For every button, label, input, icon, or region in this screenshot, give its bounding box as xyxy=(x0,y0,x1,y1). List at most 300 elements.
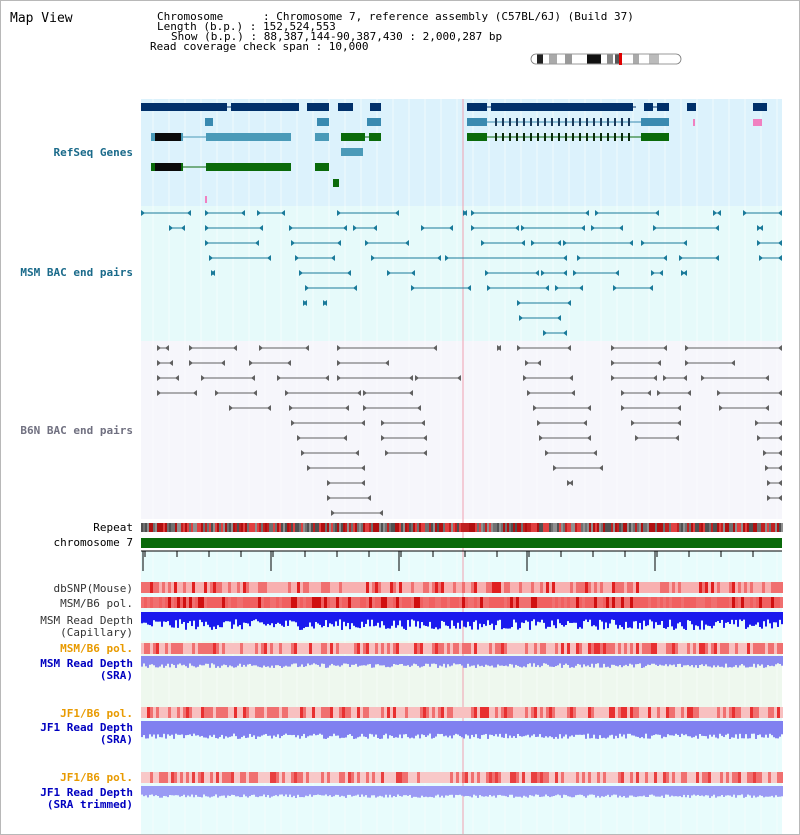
read-depth-bar xyxy=(631,612,633,628)
read-depth-bar xyxy=(319,612,321,625)
read-depth-bar xyxy=(667,612,669,627)
read-depth-bar xyxy=(541,612,543,620)
read-depth-bar xyxy=(455,612,457,629)
polymorphism-segment xyxy=(453,597,456,608)
read-depth-bar xyxy=(311,612,313,626)
read-depth-bar xyxy=(611,786,613,795)
polymorphism-segment xyxy=(726,707,729,718)
read-depth-bar xyxy=(279,786,281,795)
polymorphism-segment xyxy=(174,707,177,718)
polymorphism-segment xyxy=(537,643,540,654)
read-depth-bar xyxy=(495,612,497,625)
polymorphism-segment xyxy=(156,707,159,718)
polymorphism-segment xyxy=(528,772,531,783)
read-depth-bar xyxy=(431,612,433,629)
read-depth-bar xyxy=(387,656,389,667)
read-depth-bar xyxy=(547,721,549,737)
repeat-segment xyxy=(657,523,659,532)
repeat-segment xyxy=(253,523,255,532)
polymorphism-segment xyxy=(207,772,210,783)
read-depth-bar xyxy=(171,721,173,735)
repeat-segment xyxy=(753,523,755,532)
read-depth-bar xyxy=(339,721,341,738)
polymorphism-segment xyxy=(333,772,336,783)
repeat-segment xyxy=(287,523,289,532)
refseq-track-bg xyxy=(141,99,782,206)
polymorphism-segment xyxy=(738,707,741,718)
polymorphism-segment xyxy=(408,597,411,608)
polymorphism-segment xyxy=(657,597,660,608)
read-depth-bar xyxy=(209,656,211,668)
repeat-segment xyxy=(343,523,345,532)
polymorphism-segment xyxy=(426,597,429,608)
gene-exon-tick xyxy=(537,133,539,141)
polymorphism-segment xyxy=(753,707,756,718)
read-depth-bar xyxy=(403,656,405,666)
polymorphism-segment xyxy=(603,772,606,783)
length-info: Length (b.p.) : 152,524,553 xyxy=(157,20,336,33)
polymorphism-segment xyxy=(738,597,741,608)
polymorphism-segment xyxy=(501,597,504,608)
polymorphism-segment xyxy=(483,643,486,654)
read-depth-bar xyxy=(485,721,487,734)
read-depth-bar xyxy=(251,656,253,666)
polymorphism-segment xyxy=(435,582,438,593)
read-depth-bar xyxy=(189,721,191,734)
read-depth-bar xyxy=(739,612,741,620)
read-depth-bar xyxy=(165,786,167,796)
read-depth-bar xyxy=(187,721,189,735)
read-depth-bar xyxy=(689,656,691,666)
polymorphism-segment xyxy=(174,597,177,608)
read-depth-bar xyxy=(315,721,317,735)
polymorphism-segment xyxy=(660,582,663,593)
polymorphism-segment xyxy=(654,597,657,608)
polymorphism-segment xyxy=(336,582,339,593)
read-depth-bar xyxy=(731,656,733,667)
polymorphism-segment xyxy=(210,597,213,608)
polymorphism-segment xyxy=(270,772,273,783)
polymorphism-segment xyxy=(462,707,465,718)
read-depth-bar xyxy=(737,786,739,795)
polymorphism-segment xyxy=(369,597,372,608)
read-depth-bar xyxy=(513,612,515,620)
polymorphism-segment xyxy=(312,597,315,608)
polymorphism-segment xyxy=(447,772,450,783)
polymorphism-segment xyxy=(615,643,618,654)
read-depth-bar xyxy=(677,612,679,623)
repeat-segment xyxy=(201,523,203,532)
read-depth-bar xyxy=(545,786,547,795)
polymorphism-segment xyxy=(495,597,498,608)
polymorphism-segment xyxy=(558,707,561,718)
read-depth-bar xyxy=(197,721,199,735)
read-depth-bar xyxy=(241,721,243,737)
polymorphism-segment xyxy=(780,707,783,718)
read-depth-bar xyxy=(257,786,259,797)
read-depth-bar xyxy=(483,721,485,735)
polymorphism-segment xyxy=(429,582,432,593)
read-depth-bar xyxy=(249,721,251,734)
read-depth-bar xyxy=(771,656,773,666)
read-depth-bar xyxy=(609,612,611,623)
polymorphism-segment xyxy=(546,597,549,608)
polymorphism-segment xyxy=(411,597,414,608)
polymorphism-segment xyxy=(303,597,306,608)
read-depth-bar xyxy=(689,721,691,736)
read-depth-bar xyxy=(361,721,363,734)
repeat-segment xyxy=(517,523,519,532)
polymorphism-segment xyxy=(618,597,621,608)
read-depth-bar xyxy=(591,786,593,795)
polymorphism-segment xyxy=(588,772,591,783)
polymorphism-segment xyxy=(591,772,594,783)
read-depth-bar xyxy=(249,786,251,796)
read-depth-bar xyxy=(447,786,449,796)
read-depth-bar xyxy=(423,786,425,797)
polymorphism-segment xyxy=(450,707,453,718)
read-depth-bar xyxy=(207,786,209,797)
polymorphism-segment xyxy=(234,597,237,608)
read-depth-bar xyxy=(497,656,499,664)
polymorphism-segment xyxy=(444,772,447,783)
polymorphism-segment xyxy=(393,643,396,654)
read-depth-bar xyxy=(515,656,517,665)
read-depth-bar xyxy=(769,612,771,623)
read-depth-bar xyxy=(451,612,453,620)
read-depth-bar xyxy=(761,612,763,629)
polymorphism-segment xyxy=(759,707,762,718)
read-depth-bar xyxy=(293,612,295,621)
read-depth-bar xyxy=(711,786,713,796)
polymorphism-segment xyxy=(528,643,531,654)
polymorphism-segment xyxy=(279,643,282,654)
read-depth-bar xyxy=(649,612,651,620)
read-depth-bar xyxy=(221,721,223,735)
polymorphism-segment xyxy=(480,707,483,718)
polymorphism-segment xyxy=(372,707,375,718)
read-depth-bar xyxy=(471,786,473,797)
read-depth-bar xyxy=(775,612,777,622)
repeat-segment xyxy=(451,523,453,532)
polymorphism-segment xyxy=(297,582,300,593)
repeat-segment xyxy=(491,523,493,532)
read-depth-bar xyxy=(141,612,143,623)
read-depth-bar xyxy=(717,721,719,738)
read-depth-bar xyxy=(329,656,331,665)
read-depth-bar xyxy=(517,721,519,734)
polymorphism-segment xyxy=(177,772,180,783)
polymorphism-segment xyxy=(513,582,516,593)
polymorphism-segment xyxy=(456,707,459,718)
read-depth-bar xyxy=(719,612,721,623)
read-depth-bar xyxy=(601,786,603,796)
polymorphism-segment xyxy=(513,597,516,608)
read-depth-bar xyxy=(283,612,285,627)
repeat-segment xyxy=(341,523,343,532)
read-depth-bar xyxy=(563,721,565,737)
read-depth-bar xyxy=(653,612,655,628)
polymorphism-segment xyxy=(741,707,744,718)
read-depth-bar xyxy=(175,656,177,668)
read-depth-bar xyxy=(437,786,439,795)
read-depth-bar xyxy=(351,612,353,623)
read-depth-bar xyxy=(283,721,285,735)
polymorphism-segment xyxy=(255,772,258,783)
repeat-segment xyxy=(317,523,319,532)
polymorphism-segment xyxy=(213,643,216,654)
read-depth-bar xyxy=(487,786,489,797)
read-depth-bar xyxy=(271,656,273,666)
read-depth-bar xyxy=(233,656,235,668)
read-depth-bar xyxy=(755,656,757,668)
polymorphism-segment xyxy=(645,597,648,608)
repeat-segment xyxy=(611,523,613,532)
read-depth-bar xyxy=(167,721,169,734)
read-depth-bar xyxy=(149,656,151,665)
repeat-segment xyxy=(379,523,381,532)
read-depth-bar xyxy=(771,721,773,735)
read-depth-bar xyxy=(565,786,567,795)
polymorphism-segment xyxy=(159,597,162,608)
polymorphism-segment xyxy=(204,707,207,718)
repeat-segment xyxy=(759,523,761,532)
polymorphism-segment xyxy=(234,643,237,654)
read-depth-bar xyxy=(285,721,287,734)
read-depth-bar xyxy=(317,612,319,623)
repeat-segment xyxy=(407,523,409,532)
polymorphism-segment xyxy=(321,582,324,593)
read-depth-bar xyxy=(705,721,707,736)
read-depth-bar xyxy=(597,721,599,739)
read-depth-bar xyxy=(205,656,207,664)
repeat-segment xyxy=(627,523,629,532)
read-depth-bar xyxy=(465,786,467,796)
read-depth-bar xyxy=(153,656,155,665)
polymorphism-segment xyxy=(294,643,297,654)
polymorphism-segment xyxy=(576,597,579,608)
read-depth-bar xyxy=(669,656,671,664)
polymorphism-segment xyxy=(639,772,642,783)
read-depth-bar xyxy=(387,721,389,739)
repeat-segment xyxy=(421,523,423,532)
polymorphism-segment xyxy=(264,643,267,654)
polymorphism-segment xyxy=(312,643,315,654)
repeat-segment xyxy=(435,523,437,532)
repeat-segment xyxy=(359,523,361,532)
read-depth-bar xyxy=(455,656,457,664)
read-depth-bar xyxy=(341,656,343,665)
polymorphism-segment xyxy=(762,643,765,654)
read-depth-bar xyxy=(489,786,491,795)
read-depth-bar xyxy=(463,721,465,739)
polymorphism-segment xyxy=(234,707,237,718)
read-depth-bar xyxy=(733,656,735,667)
read-depth-bar xyxy=(267,786,269,795)
polymorphism-segment xyxy=(459,597,462,608)
read-depth-bar xyxy=(391,721,393,736)
polymorphism-segment xyxy=(237,643,240,654)
read-depth-bar xyxy=(607,656,609,667)
polymorphism-segment xyxy=(228,707,231,718)
polymorphism-segment xyxy=(504,597,507,608)
polymorphism-segment xyxy=(582,772,585,783)
polymorphism-segment xyxy=(144,582,147,593)
read-depth-bar xyxy=(763,721,765,738)
gene-exon xyxy=(341,148,363,156)
repeat-segment xyxy=(461,523,463,532)
read-depth-bar xyxy=(261,612,263,622)
repeat-segment xyxy=(579,523,581,532)
polymorphism-segment xyxy=(507,597,510,608)
read-depth-bar xyxy=(571,721,573,735)
polymorphism-segment xyxy=(174,643,177,654)
read-depth-bar xyxy=(737,612,739,627)
read-depth-bar xyxy=(561,656,563,668)
read-depth-bar xyxy=(781,656,783,666)
polymorphism-segment xyxy=(435,707,438,718)
read-depth-bar xyxy=(281,721,283,736)
read-depth-bar xyxy=(553,612,555,625)
polymorphism-segment xyxy=(633,772,636,783)
polymorphism-segment xyxy=(585,707,588,718)
read-depth-bar xyxy=(305,721,307,738)
polymorphism-segment xyxy=(264,597,267,608)
polymorphism-segment xyxy=(495,582,498,593)
read-depth-bar xyxy=(619,656,621,665)
read-depth-bar xyxy=(157,656,159,667)
read-depth-bar xyxy=(699,786,701,796)
read-depth-bar xyxy=(325,612,327,620)
polymorphism-segment xyxy=(294,772,297,783)
repeat-segment xyxy=(289,523,291,532)
repeat-segment xyxy=(175,523,177,532)
read-depth-bar xyxy=(229,612,231,622)
read-depth-bar xyxy=(191,656,193,666)
gene-exon-tick xyxy=(523,118,525,126)
polymorphism-segment xyxy=(147,643,150,654)
read-depth-bar xyxy=(525,721,527,736)
read-depth-bar xyxy=(313,721,315,734)
repeat-segment xyxy=(321,523,323,532)
polymorphism-segment xyxy=(162,597,165,608)
read-depth-bar xyxy=(743,612,745,620)
read-depth-bar xyxy=(781,721,783,734)
polymorphism-segment xyxy=(369,707,372,718)
polymorphism-segment xyxy=(303,707,306,718)
repeat-segment xyxy=(173,523,175,532)
read-depth-bar xyxy=(297,721,299,735)
read-depth-bar xyxy=(537,721,539,737)
repeat-segment xyxy=(403,523,405,532)
polymorphism-segment xyxy=(381,597,384,608)
read-depth-bar xyxy=(349,786,351,795)
polymorphism-segment xyxy=(198,582,201,593)
polymorphism-segment xyxy=(462,772,465,783)
read-depth-bar xyxy=(195,612,197,629)
repeat-segment xyxy=(327,523,329,532)
polymorphism-segment xyxy=(357,643,360,654)
polymorphism-segment xyxy=(216,582,219,593)
repeat-segment xyxy=(389,523,391,532)
read-depth-bar xyxy=(777,721,779,738)
read-depth-bar xyxy=(313,786,315,795)
polymorphism-segment xyxy=(714,643,717,654)
read-depth-bar xyxy=(199,721,201,737)
polymorphism-segment xyxy=(711,772,714,783)
gene-exon xyxy=(467,103,487,111)
polymorphism-segment xyxy=(570,582,573,593)
read-depth-bar xyxy=(613,656,615,665)
read-depth-bar xyxy=(437,721,439,734)
polymorphism-segment xyxy=(156,643,159,654)
gene-exon-tick xyxy=(558,133,560,141)
genome-tracks-canvas[interactable] xyxy=(1,1,800,835)
polymorphism-segment xyxy=(282,643,285,654)
polymorphism-segment xyxy=(612,707,615,718)
polymorphism-segment xyxy=(228,772,231,783)
repeat-segment xyxy=(453,523,455,532)
polymorphism-segment xyxy=(300,772,303,783)
gene-exon-tick xyxy=(593,133,595,141)
polymorphism-segment xyxy=(654,643,657,654)
read-depth-bar xyxy=(655,612,657,622)
read-depth-bar xyxy=(757,786,759,797)
polymorphism-segment xyxy=(507,772,510,783)
read-depth-bar xyxy=(181,656,183,665)
polymorphism-segment xyxy=(300,643,303,654)
read-depth-bar xyxy=(253,786,255,795)
read-depth-bar xyxy=(655,786,657,797)
repeat-segment xyxy=(319,523,321,532)
repeat-segment xyxy=(673,523,675,532)
gene-exon-tick xyxy=(628,118,630,126)
polymorphism-segment xyxy=(225,643,228,654)
read-depth-bar xyxy=(581,721,583,735)
read-depth-bar xyxy=(195,786,197,795)
polymorphism-segment xyxy=(645,582,648,593)
polymorphism-segment xyxy=(285,707,288,718)
polymorphism-segment xyxy=(603,707,606,718)
polymorphism-segment xyxy=(192,772,195,783)
polymorphism-segment xyxy=(666,582,669,593)
read-depth-bar xyxy=(387,612,389,628)
read-depth-bar xyxy=(451,656,453,666)
polymorphism-segment xyxy=(624,707,627,718)
repeat-segment xyxy=(349,523,351,532)
polymorphism-segment xyxy=(651,597,654,608)
repeat-segment xyxy=(671,523,673,532)
polymorphism-segment xyxy=(516,643,519,654)
read-depth-bar xyxy=(303,721,305,734)
polymorphism-segment xyxy=(402,772,405,783)
repeat-segment xyxy=(677,523,679,532)
polymorphism-segment xyxy=(732,707,735,718)
polymorphism-segment xyxy=(459,707,462,718)
read-depth-bar xyxy=(177,721,179,735)
gene-marker xyxy=(753,119,762,126)
read-depth-bar xyxy=(275,786,277,795)
polymorphism-segment xyxy=(525,707,528,718)
polymorphism-segment xyxy=(468,643,471,654)
read-depth-bar xyxy=(337,656,339,665)
read-depth-bar xyxy=(213,656,215,664)
repeat-segment xyxy=(655,523,657,532)
repeat-segment xyxy=(525,523,527,532)
polymorphism-segment xyxy=(153,772,156,783)
polymorphism-segment xyxy=(144,772,147,783)
read-depth-bar xyxy=(143,656,145,663)
